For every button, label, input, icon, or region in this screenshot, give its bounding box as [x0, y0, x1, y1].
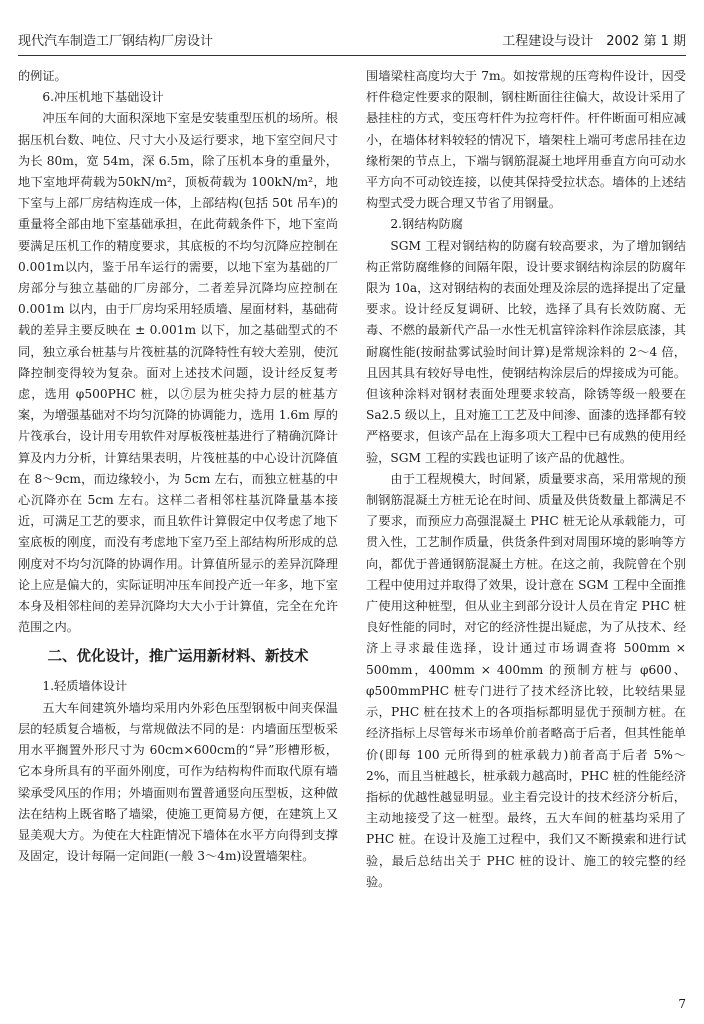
paragraph-press-foundation: 冲压车间的大面积深地下室是安装重型压机的场所。根据压机台数、吨位、尺寸大小及运行要求，地下室空间尺寸为长 80m，宽 54m，深 6.5m，除了压机本身的重量外，地下室地坪荷载为50kN/m²，顶板荷载为 100kN/m²，地下室与上部厂房结构连成一体，上部结构(包括 50t 吊车)的重量将全部由地下室基础承担，在此荷载条件下，地下室尚要满足压机工作的精度要求，其底板的不均匀沉降应控制在0.001m以内，鉴于吊车运行的需要，以地下室为基础的厂房部分与独立基础的厂房部分，二者差异沉降均应控制在 0.001m 以内，由于厂房均采用轻质墙、屋面材料，基础荷载的差异主要反映在 ± 0.001m 以下，加之基础型式的不同，独立承台桩基与片筏桩基的沉降特性有较大差别，使沉降控制变得较为复杂。面对上述技术问题，设计经反复考虑，选用 φ500PHC 桩，以⑦层为桩尖持力层的桩基方案，为增强基础对不均匀沉降的协调能力，选用 1.6m 厚的片筏承台，设计用专用软件对厚板筏桩基进行了精确沉降计算及内力分析，计算结果表明，片筏桩基的中心设计沉降值在 8～9cm，而边缘较小，为 5cm 左右，而独立桩基的中心沉降亦在 5cm 左右。这样二者相邻柱基沉降量基本接近，可满足工艺的要求，而且软件计算假定中仅考虑了地下室底板的刚度，而没有考虑地下室乃至上部结构所形成的总刚度对不均匀沉降的协调作用。计算值所显示的差异沉降理论上应是偏大的，实际证明冲压车间投产近一年多，地下室本身及相邻柱间的差异沉降均大大小于计算值，完全在允许范围之内。 [18, 111, 338, 635]
paragraph-light-wall: 五大车间建筑外墙均采用内外彩色压型钢板中间夹保温层的轻质复合墙板，与常规做法不同的是：内墙面压型板采用水平搁置外形尺寸为 60cm×600cm的“异”形槽形板，它本身所具有的平面外刚度，可作为结构构件而取代原有墙梁承受风压的作用；外墙面则布置普通竖向压型板，这种做法在结构上既省略了墙梁，使施工更简易方便，在建筑上又显美观大方。为使在大柱距情况下墙体在水平方向得到支撑及固定，设计每隔一定间距(一般 3～4m)设置墙架柱。 [18, 700, 338, 864]
subsection-heading-1: 1.轻质墙体设计 [42, 679, 128, 694]
page-number: 7 [678, 997, 686, 1011]
running-header [18, 30, 686, 54]
journal-article-title: 现代汽车制造工厂钢结构厂房设计 [18, 34, 214, 49]
subsection-heading-2: 2.钢结构防腐 [390, 217, 463, 232]
section-heading-2: 二、优化设计，推广运用新材料、新技术 [47, 649, 309, 666]
paragraph-continuation: 的例证。 [18, 69, 67, 83]
header-rule [18, 55, 686, 56]
right-column [366, 66, 686, 893]
journal-issue: 工程建设与设计 2002 第 1 期 [502, 34, 686, 49]
left-column [18, 66, 338, 867]
paragraph-corrosion: SGM 工程对钢结构的防腐有较高要求，为了增加钢结构正常防腐维修的间隔年限，设计要求钢结构涂层的防腐年限为 10a，这对钢结构的表面处理及涂层的选择提出了定量要求。设计经反复调研、比较，选择了具有长效防腐、无毒、不燃的最新代产品一水性无机富锌涂料作涂层底漆，其耐腐性能(按耐盐雾试验时间计算)是常规涂料的 2～4 倍，且因其具有较好导电性，使钢结构涂层后的焊接成为可能。但该种涂料对钢材表面处理要求较高，除锈等级一般要在 Sa2.5 级以上，且对施工工艺及中间渗、面漆的选择都有较严格要求，但该产品在上海多项大工程中已有成熟的使用经验，SGM 工程的实践也证明了该产品的优越性。 [366, 238, 686, 465]
paragraph-phc-piles: 由于工程规模大，时间紧，质量要求高，采用常规的预制钢筋混凝土方桩无论在时间、质量及供货数量上都满足不了要求，而预应力高强混凝土 PHC 桩无论从承载能力，可贯入性，工艺制作质量，供货条件到对周围环境的影响等方向，都优于普通钢筋混凝土方桩。在这之前，我院曾在个别工程中使用过并取得了效果，设计意在 SGM 工程中全面推广使用这种桩型，但从业主到部分设计人员在肯定 PHC 桩良好性能的同时，对它的经济性提出疑虑，为了从技术、经济上寻求最佳选择，设计通过市场调查将 500mm × 500mm，400mm × 400mm 的预制方桩与 φ600、φ500mmPHC 桩专门进行了技术经济比较，比较结果显示，PHC 桩在技术上的各项指标都明显优于预制方桩。在经济指标上尽管每米市场单价前者略高于后者，但其性能单价(即每 100 元所得到的桩承载力)前者高于后者 5%～2%，而且当桩越长，桩承载力越高时，PHC 桩的性能经济指标的优越性越显明显。业主看完设计的技术经济分析后，主动地接受了这一桩型。最终，五大车间的桩基均采用了 PHC 桩。在设计及施工过程中，我们又不断摸索和进行试验，最后总结出关于 PHC 桩的设计、施工的较完整的经验。 [366, 471, 686, 889]
paragraph-wall-columns: 围墙梁柱高度均大于 7m。如按常规的压弯构件设计，因受杆件稳定性要求的限制，钢柱断面往往偏大，故设计采用了悬挂柱的方式，变压弯杆件为拉弯杆件。杆件断面可相应减小，在墙体材料较轻的情况下，墙架柱上端可考虑吊挂在边缘桁架的节点上，下端与钢筋混凝土地坪用垂直方向可动水平方向不可动铰连接，以使其保持受拉状态。墙体的上述结构型式受力既合理又节省了用钢量。 [366, 69, 686, 211]
subsection-heading-6: 6.冲压机地下基础设计 [42, 90, 164, 105]
